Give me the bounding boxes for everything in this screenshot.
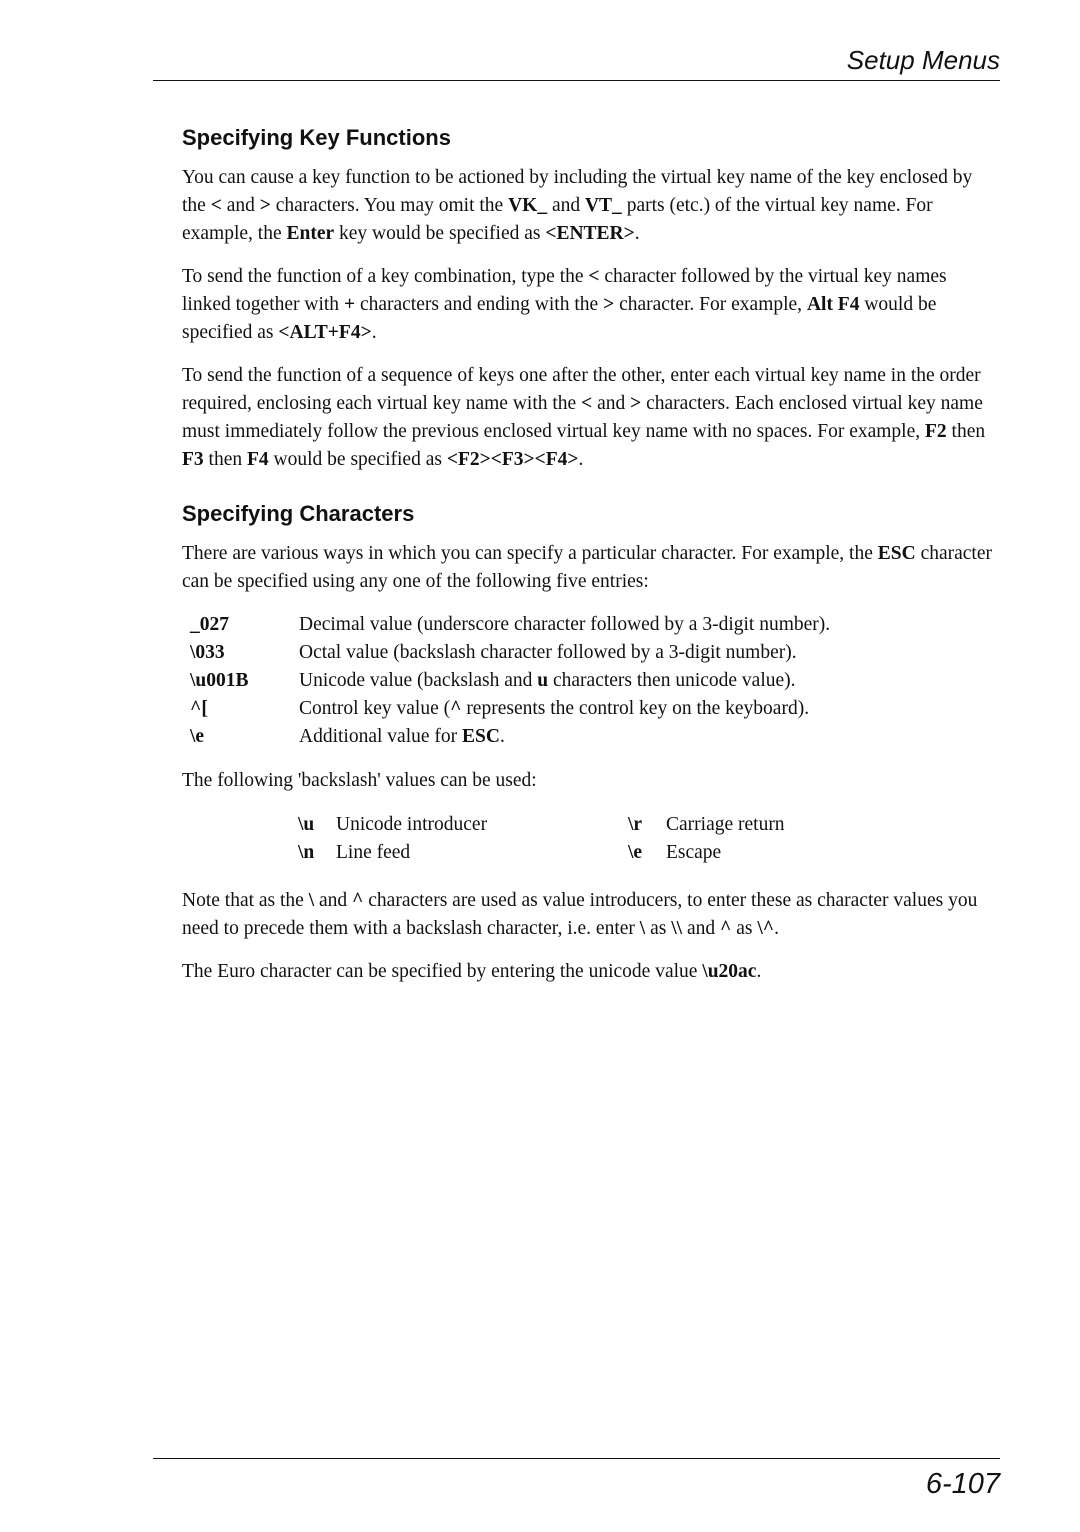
esc-entry-description: Octal value (backslash character followed by a 3-digit number). [299,642,797,663]
backslash-code: \n [298,842,315,863]
esc-entry-row [182,639,992,667]
backslash-description: Unicode introducer [336,814,488,835]
esc-entry-description: Decimal value (underscore character followed by a 3-digit number). [299,614,831,635]
esc-entry-row [182,723,992,751]
esc-entry-code: \033 [190,642,225,663]
esc-entry-row [182,611,992,639]
esc-entry-code: \u001B [190,670,249,691]
backslash-description: Carriage return [666,814,785,835]
paragraph-introducer-note: Note that as the \ and ^ characters are used as value introducers, to enter these as character values you need to precede them with a backslash character, i.e. enter \ as \\ and ^ as \^. [182,890,978,939]
paragraph-key-combination: To send the function of a key combination, type the < character followed by the virtual key names linked together with + characters and ending with the > character. For example, Alt F4 would be specified as <ALT+F4>. [182,266,947,343]
esc-entry-description: Control key value (^ represents the control key on the keyboard). [299,698,810,719]
paragraph-euro-character: The Euro character can be specified by entering the unicode value \u20ac. [182,961,762,982]
section-heading-key-functions: Specifying Key Functions [182,125,451,150]
backslash-values-table [298,811,992,867]
page-content [182,124,992,1001]
backslash-code: \u [298,814,315,835]
page-number: 6-107 [925,1468,1000,1500]
footer-rule [153,1458,1000,1459]
backslash-code: \e [628,842,643,863]
esc-entry-code: ^[ [190,698,208,719]
backslash-description: Escape [666,842,722,863]
backslash-description: Line feed [336,842,411,863]
esc-entry-row [182,695,992,723]
esc-entry-description: Unicode value (backslash and u characters then unicode value). [299,670,796,691]
running-header-title: Setup Menus [846,45,1000,75]
backslash-values-row [298,811,992,839]
esc-entries-table [182,611,992,751]
esc-entry-description: Additional value for ESC. [299,726,505,747]
esc-entry-code: \e [190,726,205,747]
backslash-values-row [298,839,992,867]
paragraph-characters-intro: There are various ways in which you can specify a particular character. For example, the ESC character can be specified using any one of the following five entries: [182,543,992,592]
paragraph-key-function-intro: You can cause a key function to be actioned by including the virtual key name of the key enclosed by the < and > characters. You may omit the VK_ and VT_ parts (etc.) of the virtual key name. For example, the Enter key would be specified as <ENTER>. [182,167,973,244]
paragraph-key-sequence: To send the function of a sequence of keys one after the other, enter each virtual key name in the order required, enclosing each virtual key name with the < and > characters. Each enclosed virtual key name must immediately follow the previous enclosed virtual key name with no spaces. For example, F2 then F3 then F4 would be specified as <F2><F3><F4>. [182,365,986,470]
esc-entry-code: _027 [190,614,229,635]
backslash-code: \r [628,814,643,835]
section-heading-characters: Specifying Characters [182,501,415,526]
esc-entry-row [182,667,992,695]
header-rule [153,80,1000,81]
paragraph-backslash-intro: The following 'backslash' values can be used: [182,770,537,791]
